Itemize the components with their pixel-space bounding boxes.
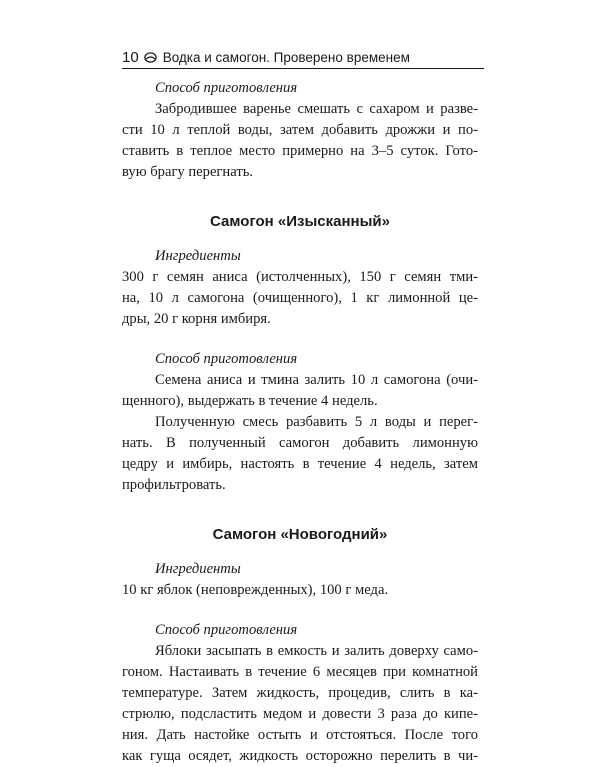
text-line: как гуща осядет, жидкость осторожно перелить в чи- <box>122 748 478 764</box>
ingredients-label: Ингредиенты <box>155 248 241 264</box>
text-line: Забродившее варенье смешать с сахаром и разве- <box>155 101 478 117</box>
method-text <box>122 412 478 496</box>
text-line: температуре. Затем жидкость, процедив, слить в ка- <box>122 685 478 701</box>
text-line: Полученную смесь разбавить 5 л воды и перег- <box>155 414 478 430</box>
running-head <box>122 46 484 69</box>
text-line: ния. Дать настойке остыть и отстояться. После того <box>122 727 478 743</box>
method-label: Способ приготовления <box>155 622 298 638</box>
text-line: дры, 20 г корня имбиря. <box>122 311 271 327</box>
text-line: нать. В полученный самогон добавить лимонную <box>122 435 478 451</box>
ingredients-label: Ингредиенты <box>155 561 241 577</box>
text-line: Семена аниса и тмина залить 10 л самогона (очи- <box>155 372 478 388</box>
text-line: сти 10 л теплой воды, затем добавить дрожжи и по- <box>122 122 478 138</box>
text-line: стрюлю, подсластить медом и довести 3 раза до кипе- <box>122 706 478 722</box>
ingredients-text <box>122 267 478 330</box>
text-line: Яблоки засыпать в емкость и залить доверху само- <box>155 643 478 659</box>
recipe-title: Самогон «Новогодний» <box>212 526 388 543</box>
page-body <box>122 78 478 767</box>
method-label: Способ приготовления <box>155 351 298 367</box>
ingredients-text <box>122 580 478 601</box>
leaf-ornament-icon <box>144 51 157 64</box>
method-label: Способ приготовления <box>155 80 298 96</box>
text-line: 300 г семян аниса (истолченных), 150 г семян тми- <box>122 269 478 285</box>
text-line: на, 10 л самогона (очищенного), 1 кг лимонной це- <box>122 290 478 306</box>
page-number: 10 <box>122 48 139 66</box>
text-line: вую брагу перегнать. <box>122 164 254 180</box>
text-line: гоном. Настаивать в течение 6 месяцев при комнатной <box>122 664 478 680</box>
method-text <box>122 99 478 183</box>
text-line: профильтровать. <box>122 477 226 493</box>
text-line: 10 кг яблок (неповрежденных), 100 г меда. <box>122 582 389 598</box>
text-line: цедру и имбирь, настоять в течение 4 недель, затем <box>122 456 478 472</box>
method-text <box>122 370 478 412</box>
method-text <box>122 641 478 767</box>
recipe-title: Самогон «Изысканный» <box>210 213 390 230</box>
book-title: Водка и самогон. Проверено временем <box>162 49 410 65</box>
text-line: ставить в теплое место примерно на 3–5 суток. Гото- <box>122 143 478 159</box>
text-line: щенного), выдержать в течение 4 недель. <box>122 393 378 409</box>
